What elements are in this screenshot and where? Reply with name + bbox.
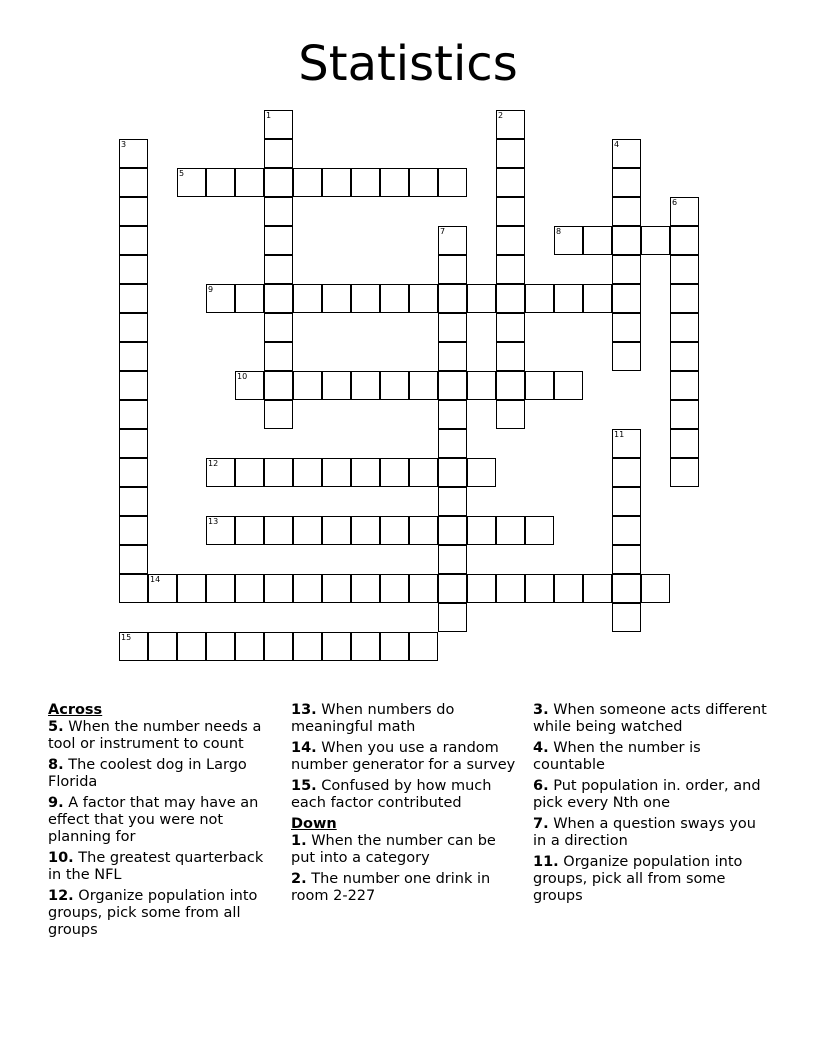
grid-cell[interactable] bbox=[496, 371, 525, 400]
clue-item bbox=[48, 719, 280, 753]
grid-cell[interactable] bbox=[670, 371, 699, 400]
clue-number: 7. bbox=[533, 816, 549, 832]
clue-number: 5. bbox=[48, 719, 64, 735]
grid-cell[interactable] bbox=[438, 516, 467, 545]
clue-text: A factor that may have an effect that you were not planning for bbox=[48, 795, 259, 845]
clue-number: 9 bbox=[208, 285, 214, 294]
clue-number: 6. bbox=[533, 778, 549, 794]
grid-cell[interactable] bbox=[293, 284, 322, 313]
grid-cell[interactable] bbox=[525, 284, 554, 313]
grid-cell[interactable] bbox=[438, 603, 467, 632]
grid-cell[interactable] bbox=[409, 574, 438, 603]
grid-cell[interactable] bbox=[351, 632, 380, 661]
grid-cell[interactable] bbox=[554, 574, 583, 603]
grid-cell[interactable] bbox=[670, 226, 699, 255]
grid-cell[interactable] bbox=[119, 139, 148, 168]
grid-cell[interactable] bbox=[264, 197, 293, 226]
clue-number: 12. bbox=[48, 888, 74, 904]
clue-number: 3 bbox=[121, 140, 127, 149]
grid-cell[interactable] bbox=[322, 284, 351, 313]
grid-cell[interactable] bbox=[119, 371, 148, 400]
clue-number: 8. bbox=[48, 757, 64, 773]
clue-text: The greatest quarterback in the NFL bbox=[48, 850, 264, 883]
clue-text: When you use a random number generator for a survey bbox=[291, 740, 516, 773]
grid-cell[interactable] bbox=[322, 168, 351, 197]
grid-cell[interactable] bbox=[496, 342, 525, 371]
grid-cell[interactable] bbox=[467, 458, 496, 487]
grid-cell[interactable] bbox=[438, 429, 467, 458]
grid-cell[interactable] bbox=[467, 516, 496, 545]
grid-cell[interactable] bbox=[293, 458, 322, 487]
grid-cell[interactable] bbox=[119, 284, 148, 313]
grid-cell[interactable] bbox=[554, 284, 583, 313]
grid-cell[interactable] bbox=[293, 168, 322, 197]
clue-item bbox=[533, 816, 773, 850]
grid-cell[interactable] bbox=[322, 632, 351, 661]
clue-number: 11 bbox=[614, 430, 625, 439]
grid-cell[interactable] bbox=[264, 632, 293, 661]
grid-cell[interactable] bbox=[641, 574, 670, 603]
grid-cell[interactable] bbox=[380, 284, 409, 313]
grid-cell[interactable] bbox=[351, 574, 380, 603]
grid-cell[interactable] bbox=[612, 313, 641, 342]
clue-item bbox=[48, 795, 280, 846]
clue-text: Organize population into groups, pick all from some groups bbox=[533, 854, 743, 904]
clue-number: 7 bbox=[440, 227, 446, 236]
clue-list bbox=[291, 702, 523, 812]
clue-number: 8 bbox=[556, 227, 562, 236]
grid-cell[interactable] bbox=[322, 516, 351, 545]
clue-number: 6 bbox=[672, 198, 678, 207]
grid-cell[interactable] bbox=[264, 255, 293, 284]
clue-item bbox=[533, 778, 773, 812]
grid-cell[interactable] bbox=[670, 458, 699, 487]
grid-cell[interactable] bbox=[380, 632, 409, 661]
grid-cell[interactable] bbox=[206, 516, 235, 545]
grid-cell[interactable] bbox=[206, 284, 235, 313]
clue-item bbox=[48, 757, 280, 791]
grid-cell[interactable] bbox=[177, 574, 206, 603]
grid-cell[interactable] bbox=[264, 400, 293, 429]
clue-text: When the number needs a tool or instrument to count bbox=[48, 719, 262, 752]
grid-cell[interactable] bbox=[438, 226, 467, 255]
grid-cell[interactable] bbox=[351, 168, 380, 197]
clues-column-1 bbox=[48, 702, 280, 943]
grid-cell[interactable] bbox=[119, 342, 148, 371]
grid-cell[interactable] bbox=[496, 139, 525, 168]
grid-cell[interactable] bbox=[119, 458, 148, 487]
grid-cell[interactable] bbox=[583, 226, 612, 255]
grid-cell[interactable] bbox=[409, 632, 438, 661]
grid-cell[interactable] bbox=[670, 284, 699, 313]
grid-cell[interactable] bbox=[119, 168, 148, 197]
down-heading: Down bbox=[291, 816, 337, 832]
grid-cell[interactable] bbox=[177, 632, 206, 661]
grid-cell[interactable] bbox=[322, 371, 351, 400]
grid-cell[interactable] bbox=[612, 574, 641, 603]
grid-cell[interactable] bbox=[496, 255, 525, 284]
grid-cell[interactable] bbox=[438, 313, 467, 342]
grid-cell[interactable] bbox=[322, 458, 351, 487]
grid-cell[interactable] bbox=[670, 197, 699, 226]
grid-cell[interactable] bbox=[380, 371, 409, 400]
grid-cell[interactable] bbox=[438, 400, 467, 429]
grid-cell[interactable] bbox=[235, 458, 264, 487]
grid-cell[interactable] bbox=[612, 545, 641, 574]
grid-cell[interactable] bbox=[554, 371, 583, 400]
clue-number: 2. bbox=[291, 871, 307, 887]
grid-cell[interactable] bbox=[380, 458, 409, 487]
grid-cell[interactable] bbox=[264, 139, 293, 168]
grid-cell[interactable] bbox=[438, 371, 467, 400]
grid-cell[interactable] bbox=[496, 574, 525, 603]
grid-cell[interactable] bbox=[148, 632, 177, 661]
grid-cell[interactable] bbox=[612, 458, 641, 487]
grid-cell[interactable] bbox=[496, 313, 525, 342]
grid-cell[interactable] bbox=[264, 458, 293, 487]
grid-cell[interactable] bbox=[119, 545, 148, 574]
grid-cell[interactable] bbox=[438, 574, 467, 603]
clue-item bbox=[48, 850, 280, 884]
grid-cell[interactable] bbox=[525, 574, 554, 603]
grid-cell[interactable] bbox=[438, 255, 467, 284]
clue-text: Put population in. order, and pick every Nth one bbox=[533, 778, 761, 811]
clue-number: 4. bbox=[533, 740, 549, 756]
grid-cell[interactable] bbox=[496, 284, 525, 313]
grid-cell[interactable] bbox=[612, 516, 641, 545]
grid-cell[interactable] bbox=[612, 342, 641, 371]
clue-item bbox=[48, 888, 280, 939]
grid-cell[interactable] bbox=[119, 516, 148, 545]
grid-cell[interactable] bbox=[293, 371, 322, 400]
grid-cell[interactable] bbox=[612, 429, 641, 458]
grid-cell[interactable] bbox=[235, 516, 264, 545]
grid-cell[interactable] bbox=[496, 197, 525, 226]
clue-item bbox=[291, 740, 523, 774]
clue-number: 14. bbox=[291, 740, 317, 756]
grid-cell[interactable] bbox=[119, 400, 148, 429]
grid-cell[interactable] bbox=[264, 284, 293, 313]
clue-number: 13 bbox=[208, 517, 219, 526]
grid-cell[interactable] bbox=[409, 168, 438, 197]
grid-cell[interactable] bbox=[264, 313, 293, 342]
grid-cell[interactable] bbox=[438, 168, 467, 197]
clue-text: When the number is countable bbox=[533, 740, 701, 773]
clue-list bbox=[48, 719, 280, 939]
grid-cell[interactable] bbox=[119, 313, 148, 342]
grid-cell[interactable] bbox=[612, 168, 641, 197]
clue-item bbox=[533, 854, 773, 905]
grid-cell[interactable] bbox=[438, 458, 467, 487]
grid-cell[interactable] bbox=[409, 284, 438, 313]
clue-number: 1. bbox=[291, 833, 307, 849]
grid-cell[interactable] bbox=[612, 603, 641, 632]
grid-cell[interactable] bbox=[206, 632, 235, 661]
grid-cell[interactable] bbox=[119, 632, 148, 661]
clue-list bbox=[291, 833, 523, 905]
clue-item bbox=[533, 702, 773, 736]
clue-number: 15. bbox=[291, 778, 317, 794]
clue-item bbox=[291, 778, 523, 812]
grid-cell[interactable] bbox=[235, 574, 264, 603]
clue-item bbox=[291, 871, 523, 905]
grid-cell[interactable] bbox=[380, 574, 409, 603]
grid-cell[interactable] bbox=[177, 168, 206, 197]
grid-cell[interactable] bbox=[119, 226, 148, 255]
clue-text: Confused by how much each factor contributed bbox=[291, 778, 492, 811]
clue-text: When the number can be put into a category bbox=[291, 833, 496, 866]
grid-cell[interactable] bbox=[438, 545, 467, 574]
grid-cell[interactable] bbox=[670, 342, 699, 371]
grid-cell[interactable] bbox=[264, 342, 293, 371]
grid-cell[interactable] bbox=[119, 487, 148, 516]
grid-cell[interactable] bbox=[264, 574, 293, 603]
puzzle-title: Statistics bbox=[298, 36, 518, 92]
grid-cell[interactable] bbox=[467, 371, 496, 400]
grid-cell[interactable] bbox=[438, 342, 467, 371]
clue-text: The coolest dog in Largo Florida bbox=[48, 757, 247, 790]
grid-cell[interactable] bbox=[641, 226, 670, 255]
grid-cell[interactable] bbox=[351, 284, 380, 313]
grid-cell[interactable] bbox=[496, 400, 525, 429]
grid-cell[interactable] bbox=[612, 284, 641, 313]
grid-cell[interactable] bbox=[496, 516, 525, 545]
clue-number: 4 bbox=[614, 140, 620, 149]
grid-cell[interactable] bbox=[206, 574, 235, 603]
grid-cell[interactable] bbox=[409, 458, 438, 487]
grid-cell[interactable] bbox=[264, 168, 293, 197]
grid-cell[interactable] bbox=[264, 110, 293, 139]
grid-cell[interactable] bbox=[438, 284, 467, 313]
grid-cell[interactable] bbox=[467, 284, 496, 313]
clue-number: 11. bbox=[533, 854, 559, 870]
grid-cell[interactable] bbox=[235, 632, 264, 661]
clue-text: The number one drink in room 2-227 bbox=[291, 871, 491, 904]
grid-cell[interactable] bbox=[322, 574, 351, 603]
grid-cell[interactable] bbox=[496, 168, 525, 197]
across-heading: Across bbox=[48, 702, 103, 718]
grid-cell[interactable] bbox=[612, 139, 641, 168]
grid-cell[interactable] bbox=[235, 371, 264, 400]
grid-cell[interactable] bbox=[293, 516, 322, 545]
clue-number: 10. bbox=[48, 850, 74, 866]
grid-cell[interactable] bbox=[496, 226, 525, 255]
clue-number: 10 bbox=[237, 372, 248, 381]
grid-cell[interactable] bbox=[380, 516, 409, 545]
clue-number: 1 bbox=[266, 111, 272, 120]
grid-cell[interactable] bbox=[467, 574, 496, 603]
clue-number: 13. bbox=[291, 702, 317, 718]
clue-item bbox=[291, 702, 523, 736]
grid-cell[interactable] bbox=[293, 632, 322, 661]
grid-cell[interactable] bbox=[409, 371, 438, 400]
grid-cell[interactable] bbox=[119, 197, 148, 226]
grid-cell[interactable] bbox=[670, 429, 699, 458]
clue-number: 14 bbox=[150, 575, 161, 584]
clue-number: 3. bbox=[533, 702, 549, 718]
clue-item bbox=[533, 740, 773, 774]
grid-cell[interactable] bbox=[351, 516, 380, 545]
grid-cell[interactable] bbox=[670, 255, 699, 284]
grid-cell[interactable] bbox=[612, 197, 641, 226]
grid-cell[interactable] bbox=[525, 371, 554, 400]
grid-cell[interactable] bbox=[496, 110, 525, 139]
grid-cell[interactable] bbox=[583, 284, 612, 313]
grid-cell[interactable] bbox=[351, 371, 380, 400]
clues-column-3 bbox=[533, 702, 773, 909]
grid-cell[interactable] bbox=[206, 458, 235, 487]
grid-cell[interactable] bbox=[438, 487, 467, 516]
clue-number: 9. bbox=[48, 795, 64, 811]
clue-text: When a question sways you in a direction bbox=[533, 816, 756, 849]
grid-cell[interactable] bbox=[351, 458, 380, 487]
grid-cell[interactable] bbox=[264, 516, 293, 545]
clue-number: 5 bbox=[179, 169, 185, 178]
grid-cell[interactable] bbox=[119, 255, 148, 284]
grid-cell[interactable] bbox=[612, 226, 641, 255]
grid-cell[interactable] bbox=[206, 168, 235, 197]
grid-cell[interactable] bbox=[235, 168, 264, 197]
clue-number: 2 bbox=[498, 111, 504, 120]
grid-cell[interactable] bbox=[670, 400, 699, 429]
clues-column-2 bbox=[291, 702, 523, 909]
grid-cell[interactable] bbox=[293, 574, 322, 603]
grid-cell[interactable] bbox=[119, 429, 148, 458]
grid-cell[interactable] bbox=[235, 284, 264, 313]
grid-cell[interactable] bbox=[525, 516, 554, 545]
clue-item bbox=[291, 833, 523, 867]
grid-cell[interactable] bbox=[612, 255, 641, 284]
grid-cell[interactable] bbox=[148, 574, 177, 603]
grid-cell[interactable] bbox=[264, 226, 293, 255]
clue-list bbox=[533, 702, 773, 905]
clue-text: When someone acts different while being watched bbox=[533, 702, 767, 735]
grid-cell[interactable] bbox=[119, 574, 148, 603]
clue-text: Organize population into groups, pick some from all groups bbox=[48, 888, 258, 938]
grid-cell[interactable] bbox=[264, 371, 293, 400]
grid-cell[interactable] bbox=[670, 313, 699, 342]
clue-number: 15 bbox=[121, 633, 132, 642]
grid-cell[interactable] bbox=[409, 516, 438, 545]
grid-cell[interactable] bbox=[612, 487, 641, 516]
grid-cell[interactable] bbox=[583, 574, 612, 603]
grid-cell[interactable] bbox=[554, 226, 583, 255]
clue-number: 12 bbox=[208, 459, 219, 468]
grid-cell[interactable] bbox=[380, 168, 409, 197]
clue-text: When numbers do meaningful math bbox=[291, 702, 455, 735]
